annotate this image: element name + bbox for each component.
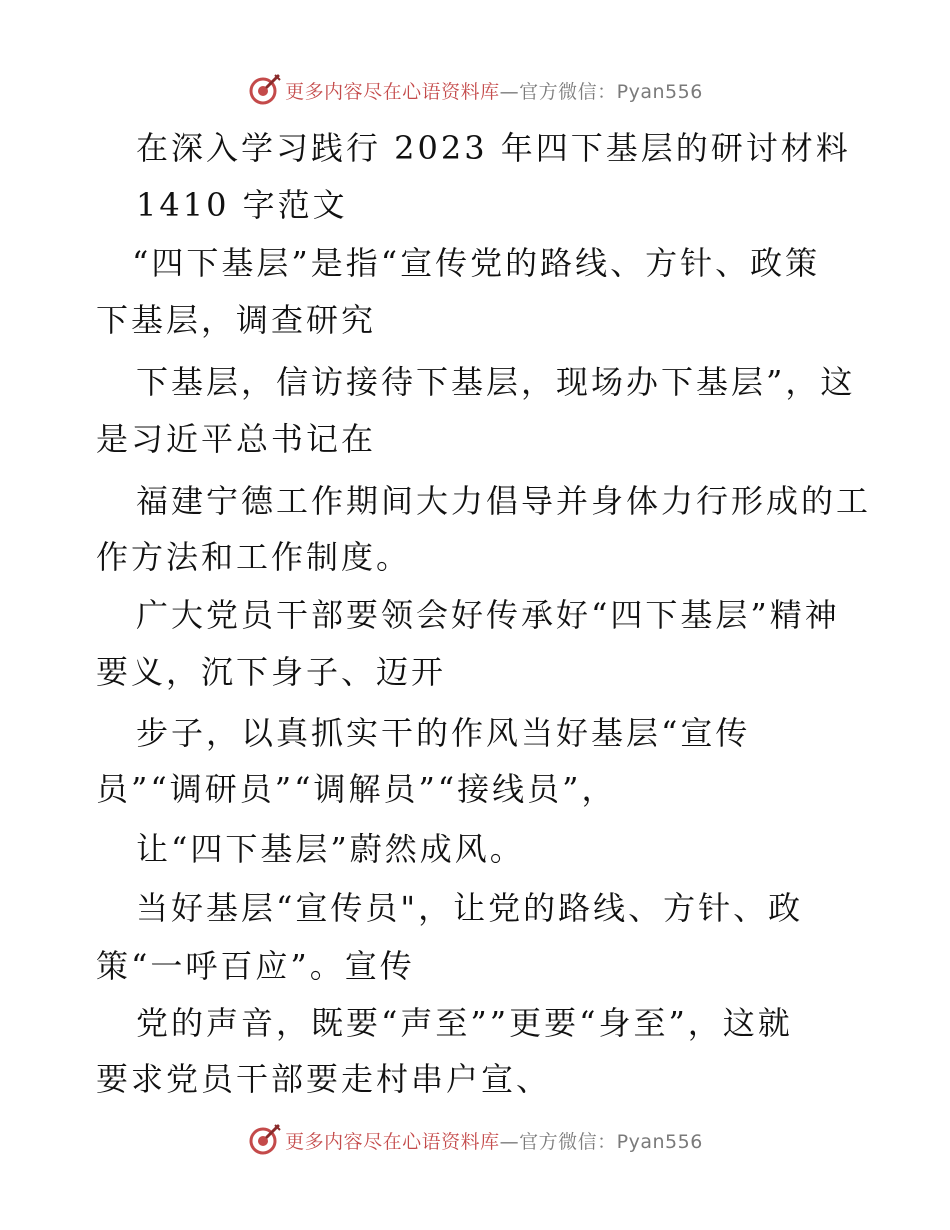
text-line: “四下基层”是指“宣传党的路线、方针、政策	[132, 244, 821, 282]
text-line: 下基层，调查研究	[96, 301, 377, 339]
text-line: 要义，沉下身子、迈开	[96, 653, 447, 691]
text-line: 员”“调研员”“调解员”“接线员”，	[96, 770, 617, 808]
footer-watermark	[0, 1120, 950, 1160]
text-line: 策“一呼百应”。宣传	[96, 947, 415, 985]
header-watermark-text	[285, 77, 703, 104]
text-line: 要求党员干部要走村串户宣、	[96, 1060, 552, 1098]
text-line: 让“四下基层”蔚然成风。	[136, 830, 525, 868]
brush-logo-icon	[247, 1123, 281, 1157]
title-line-1: 在深入学习践行 2023 年四下基层的研讨材料	[136, 129, 851, 167]
footer-watermark-text	[285, 1127, 703, 1154]
header-watermark-gray: —官方微信：Pyan556	[499, 80, 703, 103]
brush-logo-icon	[247, 73, 281, 107]
header-watermark-red: 更多内容尽在心语资料库	[285, 80, 500, 103]
text-line: 是习近平总书记在	[96, 420, 377, 458]
footer-watermark-red: 更多内容尽在心语资料库	[285, 1130, 500, 1153]
text-line: 党的声音，既要“声至””更要“身至”，这就	[136, 1004, 793, 1042]
text-line: 当好基层“宣传员"，让党的路线、方针、政	[136, 889, 804, 927]
footer-watermark-gray: —官方微信：Pyan556	[499, 1130, 703, 1153]
title-line-2: 1410 字范文	[136, 186, 348, 224]
text-line: 作方法和工作制度。	[96, 538, 412, 576]
text-line: 下基层，信访接待下基层，现场办下基层”，这	[136, 363, 856, 401]
text-line: 广大党员干部要领会好传承好“四下基层”精神	[136, 596, 840, 634]
text-line: 步子，以真抓实干的作风当好基层“宣传	[136, 714, 751, 752]
header-watermark	[0, 70, 950, 110]
text-line: 福建宁德工作期间大力倡导并身体力行形成的工	[136, 482, 872, 520]
